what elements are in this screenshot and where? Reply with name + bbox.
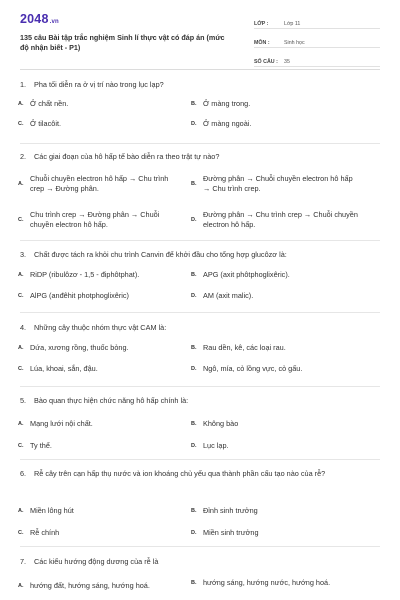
meta-row-class — [254, 14, 380, 29]
question-number: 7. — [20, 557, 27, 566]
document-title: 135 câu Bài tập trắc nghiệm Sinh lí thực vật có đáp án (mức độ nhận biết - P1) — [20, 33, 225, 52]
logo-main: 2048 — [20, 12, 49, 26]
option-b[interactable]: B. APG (axit phôtphoglixêric). — [191, 270, 290, 279]
meta-info — [254, 14, 380, 71]
option-b[interactable]: B. Không bào — [191, 419, 239, 428]
question-text: Chất được tách ra khỏi chu trình Canvin để khởi đầu cho tổng hợp glucôzơ là: — [34, 250, 287, 259]
option-b[interactable]: B. Rau dền, kê, các loại rau. — [191, 343, 286, 352]
option-a[interactable]: A. Mạng lưới nội chất. — [18, 419, 93, 428]
question-number: 5. — [20, 396, 27, 405]
question-3 — [20, 250, 380, 260]
question-separator — [20, 546, 380, 547]
option-c[interactable]: C. Ở tilacôit. — [18, 119, 61, 128]
option-a[interactable]: A. RiDP (ribulôzơ - 1,5 - điphôtphat). — [18, 270, 140, 279]
meta-row-count — [254, 52, 380, 67]
question-1 — [20, 80, 380, 90]
question-6 — [20, 469, 380, 479]
option-a[interactable]: A. Chuỗi chuyền electron hô hấp → Chu trình crep → Đường phân. — [18, 174, 169, 193]
option-a[interactable]: A. Miền lông hút — [18, 506, 74, 515]
site-logo[interactable] — [20, 12, 59, 26]
option-b[interactable]: B. Đường phân → Chuỗi chuyền electron hô hấp → Chu trình crep. — [191, 174, 353, 193]
question-text: Các kiểu hướng động dương của rễ là — [34, 557, 159, 566]
header-divider — [20, 69, 380, 70]
option-d[interactable]: D. Ngô, mía, cỏ lồng vực, cỏ gấu. — [191, 364, 303, 373]
option-d[interactable]: D. Miền sinh trưởng — [191, 528, 259, 537]
meta-value: Lớp 11 — [284, 21, 301, 27]
meta-key: SỐ CÂU : — [254, 59, 278, 65]
question-text: Những cây thuộc nhóm thực vật CAM là: — [34, 323, 167, 332]
question-number: 4. — [20, 323, 27, 332]
question-text: Rễ cây trên cạn hấp thụ nước và ion khoáng chủ yếu qua thành phần cấu tạo nào của rễ? — [34, 469, 326, 478]
question-text: Bào quan thực hiện chức năng hô hấp chính là: — [34, 396, 189, 405]
option-c[interactable]: C. Rễ chính — [18, 528, 60, 537]
question-number: 2. — [20, 152, 27, 161]
option-a[interactable]: A. Dứa, xương rồng, thuốc bỏng. — [18, 343, 129, 352]
option-d[interactable]: D. Đường phân → Chu trình crep → Chuỗi chuyền electron hô hấp. — [191, 210, 358, 229]
meta-value: 35 — [284, 59, 290, 65]
question-4 — [20, 323, 380, 333]
option-d[interactable]: D. Ở màng ngoài. — [191, 119, 252, 128]
option-c[interactable]: C. Chu trình crep → Đường phân → Chuỗi chuyền electron hô hấp. — [18, 210, 160, 229]
question-5 — [20, 396, 380, 406]
question-number: 6. — [20, 469, 27, 478]
option-d[interactable]: D. Lục lạp. — [191, 441, 229, 450]
page-header — [0, 0, 400, 64]
option-a[interactable]: A. hướng đất, hướng sáng, hướng hoá. — [18, 581, 150, 590]
question-7 — [20, 557, 380, 567]
question-separator — [20, 386, 380, 387]
question-separator — [20, 240, 380, 241]
question-separator — [20, 459, 380, 460]
meta-value: Sinh học — [284, 40, 305, 46]
question-2 — [20, 152, 380, 162]
option-d[interactable]: D. AM (axit malic). — [191, 291, 254, 300]
option-c[interactable]: C. Ty thể. — [18, 441, 52, 450]
question-number: 3. — [20, 250, 27, 259]
meta-key: MÔN : — [254, 40, 270, 46]
meta-key: LỚP : — [254, 21, 269, 27]
question-number: 1. — [20, 80, 27, 89]
question-text: Pha tối diễn ra ở vị trí nào trong lục lạp? — [34, 80, 164, 89]
question-text: Các giai đoạn của hô hấp tế bào diễn ra theo trật tự nào? — [34, 152, 220, 161]
option-b[interactable]: B. hướng sáng, hướng nước, hướng hoá. — [191, 578, 331, 587]
option-b[interactable]: B. Đỉnh sinh trưởng — [191, 506, 258, 515]
option-c[interactable]: C. Lúa, khoai, sắn, đậu. — [18, 364, 98, 373]
question-separator — [20, 143, 380, 144]
meta-row-subject — [254, 33, 380, 48]
option-c[interactable]: C. AlPG (anđêhit photphoglixêric) — [18, 291, 129, 300]
option-b[interactable]: B. Ở màng trong. — [191, 99, 251, 108]
option-a[interactable]: A. Ở chất nền. — [18, 99, 69, 108]
logo-suffix: .vn — [49, 19, 59, 25]
question-separator — [20, 312, 380, 313]
